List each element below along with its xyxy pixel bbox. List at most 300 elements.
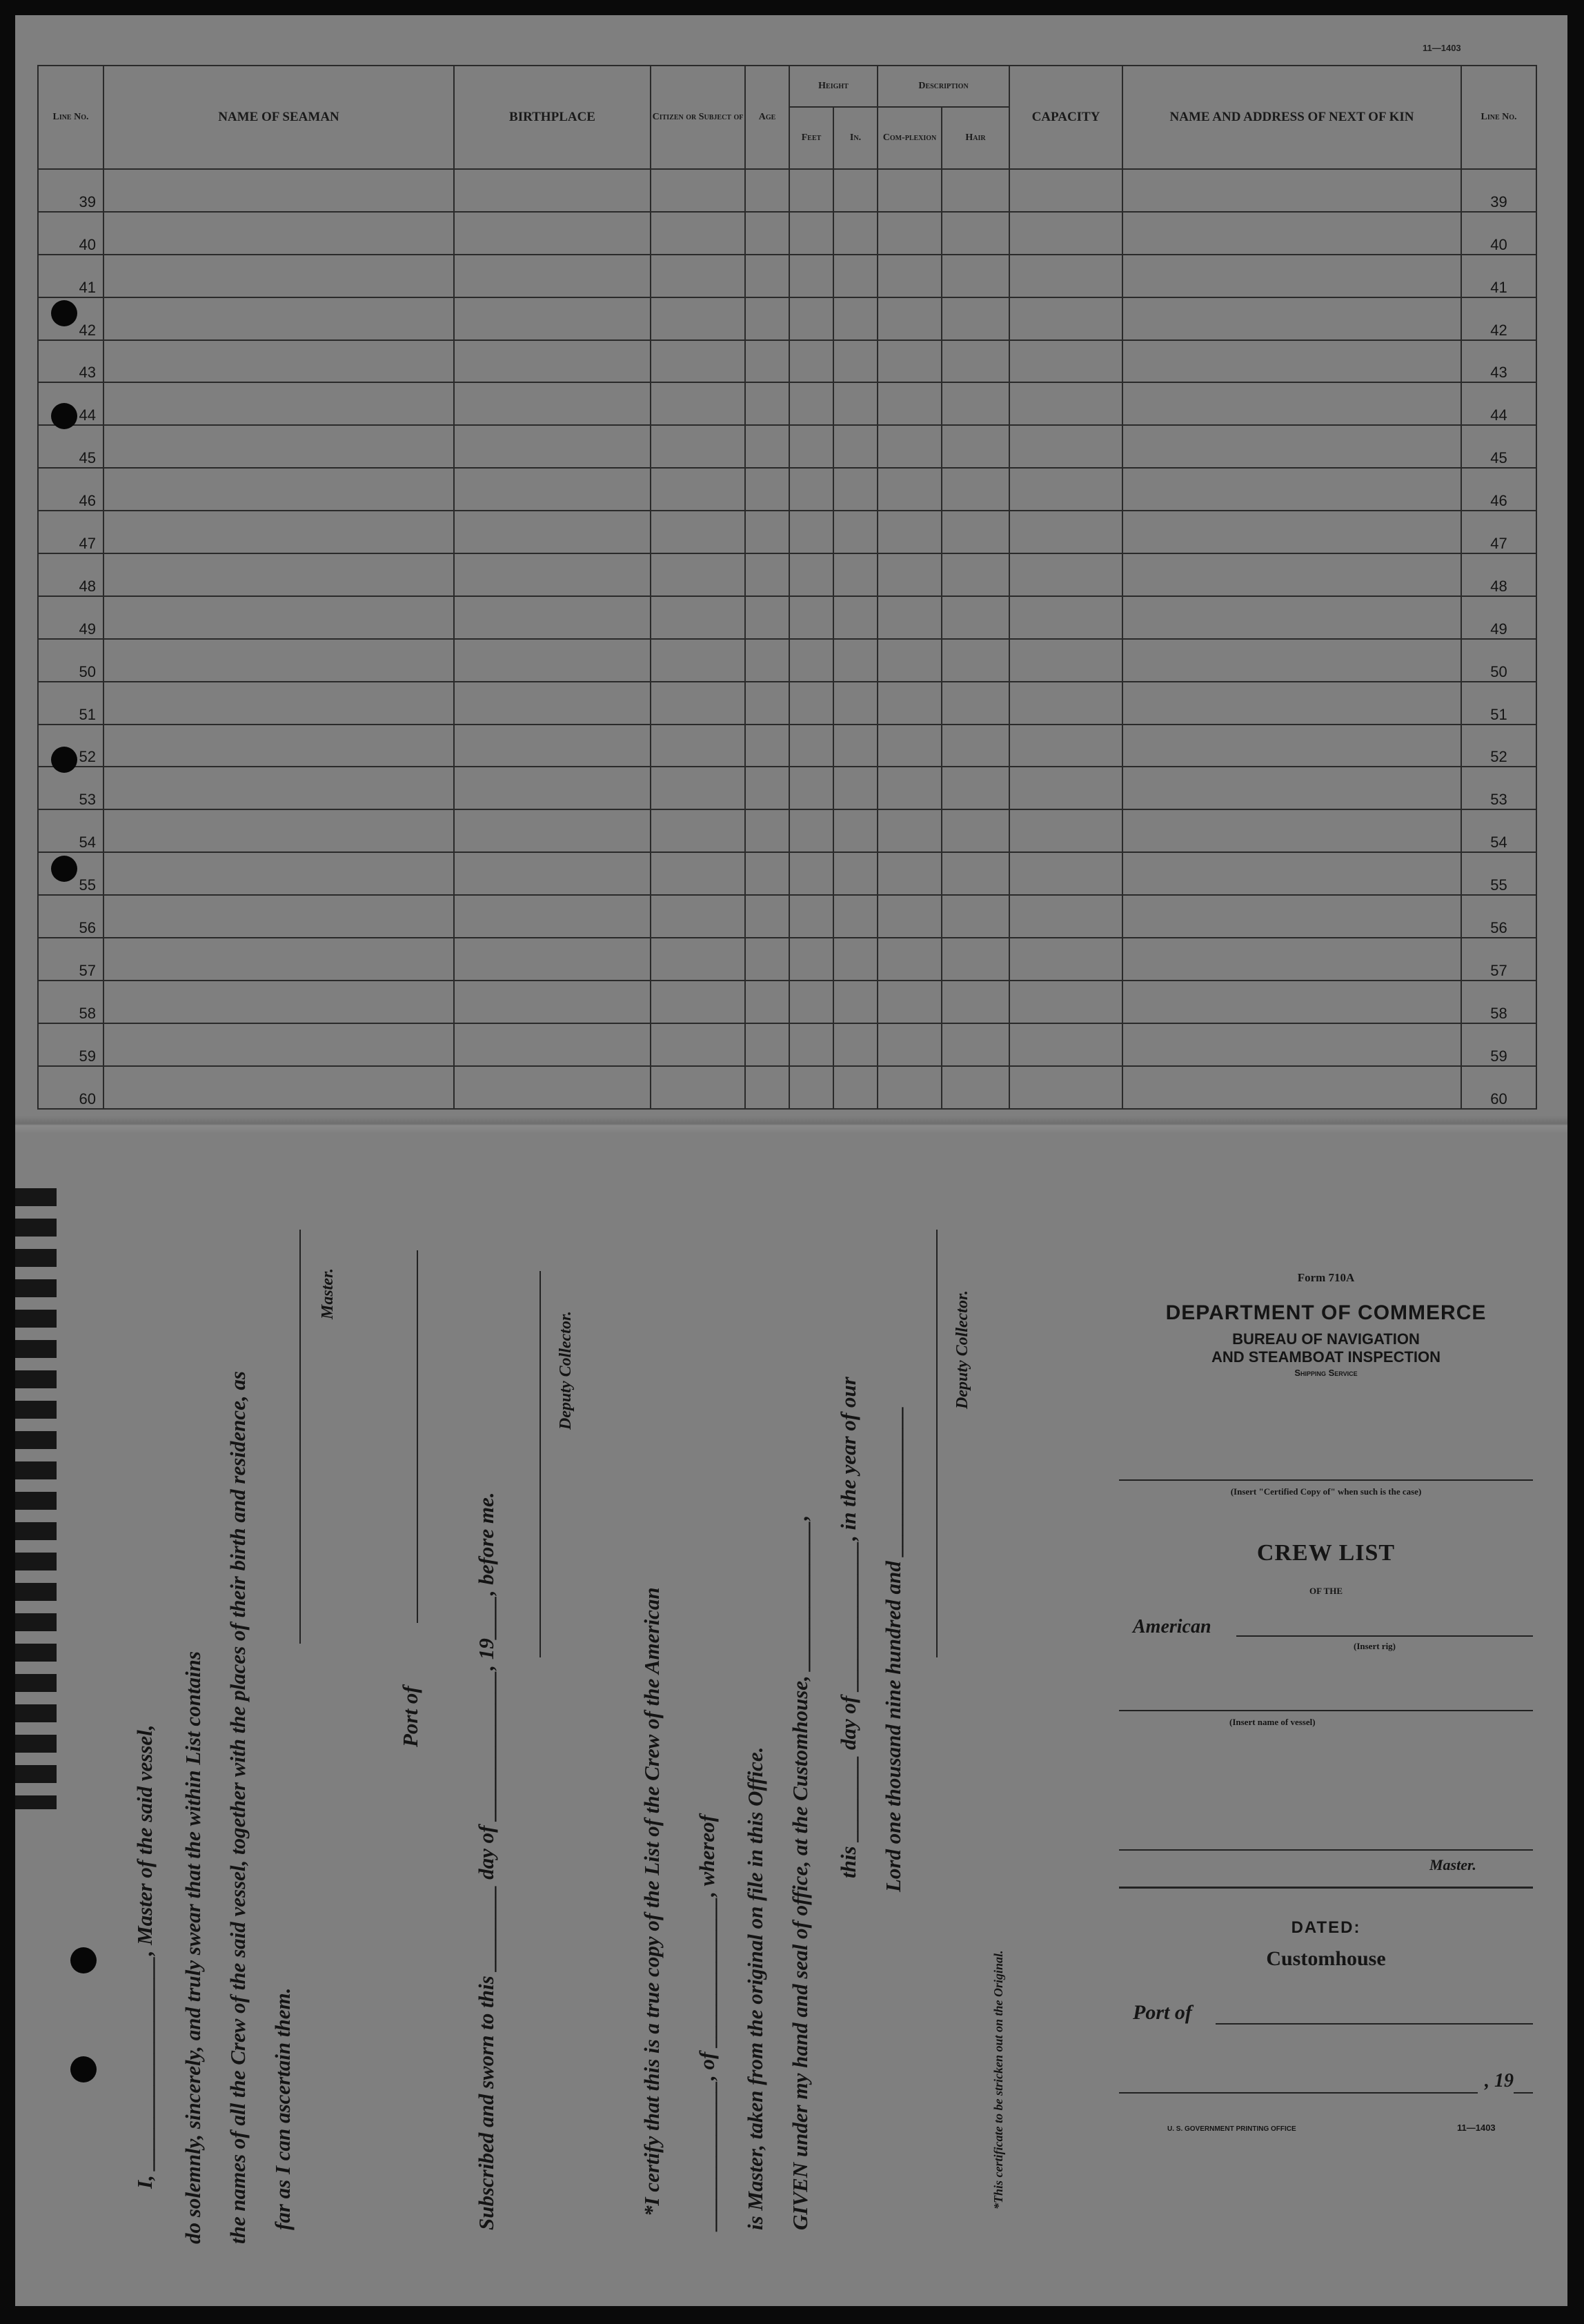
table-cell bbox=[1122, 212, 1461, 255]
table-cell bbox=[103, 382, 454, 425]
oath-port-of: Port of bbox=[398, 1686, 422, 1747]
table-row bbox=[38, 1066, 1536, 1109]
certify-footnote: *This certificate to be stricken out on the Original. bbox=[991, 1950, 1005, 2209]
table-cell bbox=[833, 639, 878, 682]
header-inches: In. bbox=[833, 107, 878, 169]
table-cell bbox=[103, 425, 454, 468]
table-cell bbox=[1009, 212, 1122, 255]
table-cell bbox=[1009, 981, 1122, 1023]
line-number-left: 59 bbox=[38, 1023, 103, 1066]
table-cell bbox=[878, 725, 942, 767]
table-cell bbox=[454, 725, 651, 767]
table-cell bbox=[878, 169, 942, 212]
table-cell bbox=[1122, 639, 1461, 682]
cover-title: CREW LIST bbox=[1256, 1540, 1396, 1566]
table-cell bbox=[454, 340, 651, 383]
oath-deputy-collector-1: Deputy Collector. bbox=[557, 1311, 575, 1430]
table-cell bbox=[942, 725, 1009, 767]
table-cell bbox=[1009, 767, 1122, 809]
line-number-right: 44 bbox=[1461, 382, 1536, 425]
fold-crease bbox=[15, 1116, 1567, 1134]
line-number-left: 56 bbox=[38, 895, 103, 938]
table-cell bbox=[651, 1066, 745, 1109]
table-cell bbox=[454, 938, 651, 981]
table-cell bbox=[1009, 425, 1122, 468]
table-row bbox=[38, 1023, 1536, 1066]
table-cell bbox=[1122, 255, 1461, 297]
table-cell bbox=[1009, 596, 1122, 639]
table-cell bbox=[833, 425, 878, 468]
table-cell bbox=[651, 212, 745, 255]
table-cell bbox=[745, 297, 789, 340]
certified-copy-line bbox=[1119, 1479, 1533, 1481]
table-cell bbox=[878, 682, 942, 725]
table-cell bbox=[651, 682, 745, 725]
table-cell bbox=[651, 169, 745, 212]
certify-of-whereof: ______________, of ______________, whereof bbox=[695, 1815, 719, 2230]
table-cell bbox=[1122, 425, 1461, 468]
table-cell bbox=[942, 1023, 1009, 1066]
table-cell bbox=[942, 340, 1009, 383]
table-cell bbox=[878, 895, 942, 938]
table-row bbox=[38, 340, 1536, 383]
table-row bbox=[38, 596, 1536, 639]
table-row bbox=[38, 425, 1536, 468]
table-cell bbox=[651, 340, 745, 383]
oath-master-label: Master. bbox=[319, 1268, 337, 1319]
table-cell bbox=[789, 938, 833, 981]
table-cell bbox=[1122, 169, 1461, 212]
table-row bbox=[38, 767, 1536, 809]
table-cell bbox=[833, 511, 878, 553]
table-cell bbox=[789, 1023, 833, 1066]
table-cell bbox=[878, 255, 942, 297]
table-cell bbox=[789, 639, 833, 682]
cover-form-number: Form 710A bbox=[1297, 1271, 1355, 1284]
header-next-of-kin: NAME AND ADDRESS OF NEXT OF KIN bbox=[1122, 66, 1461, 169]
oath-line-4: far as I can ascertain them. bbox=[270, 1987, 295, 2230]
table-cell bbox=[942, 596, 1009, 639]
line-number-right: 42 bbox=[1461, 297, 1536, 340]
table-cell bbox=[1122, 340, 1461, 383]
table-cell bbox=[745, 767, 789, 809]
table-cell bbox=[103, 553, 454, 596]
table-cell bbox=[1122, 895, 1461, 938]
header-line-no: Line No. bbox=[38, 66, 103, 169]
table-cell bbox=[454, 553, 651, 596]
line-number-left: 46 bbox=[38, 468, 103, 511]
table-row bbox=[38, 938, 1536, 981]
header-citizen: Citizen or Subject of bbox=[651, 66, 745, 169]
table-cell bbox=[745, 852, 789, 895]
cover-year-prefix: , 19 bbox=[1485, 2070, 1514, 2091]
table-cell bbox=[1009, 511, 1122, 553]
table-cell bbox=[454, 809, 651, 852]
line-number-right: 39 bbox=[1461, 169, 1536, 212]
punch-hole bbox=[51, 403, 77, 429]
table-cell bbox=[1122, 553, 1461, 596]
table-cell bbox=[103, 809, 454, 852]
table-cell bbox=[103, 1066, 454, 1109]
table-cell bbox=[651, 382, 745, 425]
certify-given: GIVEN under my hand and seal of office, at the Customhouse, ______________, bbox=[788, 1515, 812, 2230]
table-row bbox=[38, 639, 1536, 682]
table-cell bbox=[651, 255, 745, 297]
vessel-name-line bbox=[1119, 1710, 1533, 1711]
table-cell bbox=[1009, 382, 1122, 425]
table-row bbox=[38, 169, 1536, 212]
table-cell bbox=[789, 553, 833, 596]
table-cell bbox=[651, 895, 745, 938]
line-number-right: 58 bbox=[1461, 981, 1536, 1023]
table-cell bbox=[789, 340, 833, 383]
table-cell bbox=[833, 725, 878, 767]
table-cell bbox=[789, 468, 833, 511]
line-number-left: 53 bbox=[38, 767, 103, 809]
table-cell bbox=[1122, 852, 1461, 895]
cover-bureau bbox=[1112, 1330, 1540, 1366]
table-cell bbox=[1122, 809, 1461, 852]
line-number-left: 60 bbox=[38, 1066, 103, 1109]
table-cell bbox=[651, 938, 745, 981]
table-cell bbox=[942, 382, 1009, 425]
line-number-right: 59 bbox=[1461, 1023, 1536, 1066]
table-cell bbox=[745, 212, 789, 255]
table-cell bbox=[942, 212, 1009, 255]
table-cell bbox=[1009, 297, 1122, 340]
table-cell bbox=[878, 938, 942, 981]
table-cell bbox=[103, 725, 454, 767]
table-row bbox=[38, 382, 1536, 425]
table-cell bbox=[103, 340, 454, 383]
table-cell bbox=[103, 852, 454, 895]
table-cell bbox=[103, 297, 454, 340]
header-complexion: Com-plexion bbox=[878, 107, 942, 169]
oath-line-1: I, ____________________, Master of the said vessel, bbox=[132, 1724, 157, 2189]
line-number-left: 58 bbox=[38, 981, 103, 1023]
table-row bbox=[38, 297, 1536, 340]
table-cell bbox=[745, 682, 789, 725]
line-number-right: 54 bbox=[1461, 809, 1536, 852]
table-cell bbox=[1009, 340, 1122, 383]
header-age: Age bbox=[745, 66, 789, 169]
certify-this-day: this ________ day of ______________, in the year of our bbox=[836, 1377, 860, 1878]
table-cell bbox=[1009, 1023, 1122, 1066]
header-name-of-seaman: NAME OF SEAMAN bbox=[103, 66, 454, 169]
table-cell bbox=[833, 767, 878, 809]
table-row bbox=[38, 725, 1536, 767]
table-cell bbox=[1122, 382, 1461, 425]
table-cell bbox=[454, 255, 651, 297]
cover-dated: DATED: bbox=[1291, 1918, 1361, 1937]
table-cell bbox=[745, 425, 789, 468]
cover-printing-office: U. S. GOVERNMENT PRINTING OFFICE bbox=[1167, 2125, 1296, 2133]
table-row bbox=[38, 852, 1536, 895]
table-cell bbox=[942, 895, 1009, 938]
table-cell bbox=[1122, 682, 1461, 725]
line-number-left: 52 bbox=[38, 725, 103, 767]
table-cell bbox=[1122, 468, 1461, 511]
table-cell bbox=[878, 1066, 942, 1109]
table-cell bbox=[1122, 1023, 1461, 1066]
table-cell bbox=[651, 981, 745, 1023]
table-cell bbox=[1009, 169, 1122, 212]
line-number-right: 49 bbox=[1461, 596, 1536, 639]
deputy-signature-line-2 bbox=[936, 1230, 938, 1657]
line-number-right: 56 bbox=[1461, 895, 1536, 938]
oath-line-3: the names of all the Crew of the said vessel, together with the places of their birth and residence, as bbox=[226, 1371, 250, 2244]
table-cell bbox=[942, 255, 1009, 297]
table-cell bbox=[103, 767, 454, 809]
certify-deputy-collector-2: Deputy Collector. bbox=[953, 1290, 971, 1409]
table-cell bbox=[745, 169, 789, 212]
table-cell bbox=[789, 596, 833, 639]
table-cell bbox=[833, 809, 878, 852]
line-number-right: 40 bbox=[1461, 212, 1536, 255]
line-number-left: 45 bbox=[38, 425, 103, 468]
form-number-top: 11—1403 bbox=[1423, 43, 1461, 53]
table-cell bbox=[942, 553, 1009, 596]
table-cell bbox=[1122, 297, 1461, 340]
line-number-right: 57 bbox=[1461, 938, 1536, 981]
table-cell bbox=[833, 938, 878, 981]
line-number-left: 50 bbox=[38, 639, 103, 682]
table-cell bbox=[878, 425, 942, 468]
torn-edge bbox=[15, 1188, 57, 1809]
table-cell bbox=[651, 553, 745, 596]
table-cell bbox=[651, 468, 745, 511]
header-feet: Feet bbox=[789, 107, 833, 169]
certify-line: *I certify that this is a true copy of the List of the Crew of the American bbox=[640, 1587, 664, 2216]
table-cell bbox=[833, 468, 878, 511]
table-cell bbox=[1009, 682, 1122, 725]
table-cell bbox=[789, 767, 833, 809]
line-number-left: 44 bbox=[38, 382, 103, 425]
table-cell bbox=[942, 809, 1009, 852]
master-signature-line bbox=[299, 1230, 301, 1644]
table-cell bbox=[651, 725, 745, 767]
table-cell bbox=[789, 382, 833, 425]
line-number-left: 43 bbox=[38, 340, 103, 383]
line-number-left: 48 bbox=[38, 553, 103, 596]
table-cell bbox=[833, 297, 878, 340]
table-cell bbox=[745, 938, 789, 981]
table-cell bbox=[789, 425, 833, 468]
table-cell bbox=[745, 596, 789, 639]
line-number-right: 41 bbox=[1461, 255, 1536, 297]
table-cell bbox=[745, 340, 789, 383]
table-cell bbox=[651, 511, 745, 553]
header-description: Description bbox=[878, 66, 1009, 107]
line-number-left: 47 bbox=[38, 511, 103, 553]
cover-master-label: Master. bbox=[1429, 1856, 1476, 1873]
table-cell bbox=[454, 1023, 651, 1066]
rig-line bbox=[1236, 1635, 1533, 1637]
cover-bureau-line-2: AND STEAMBOAT INSPECTION bbox=[1211, 1348, 1441, 1366]
line-number-left: 57 bbox=[38, 938, 103, 981]
header-hair: Hair bbox=[942, 107, 1009, 169]
table-cell bbox=[103, 639, 454, 682]
punch-hole bbox=[70, 1947, 97, 1973]
table-cell bbox=[745, 725, 789, 767]
table-cell bbox=[454, 468, 651, 511]
table-cell bbox=[103, 596, 454, 639]
table-cell bbox=[103, 682, 454, 725]
table-cell bbox=[454, 639, 651, 682]
table-cell bbox=[651, 1023, 745, 1066]
table-cell bbox=[454, 852, 651, 895]
certified-copy-caption: (Insert "Certified Copy of" when such is the case) bbox=[1230, 1486, 1422, 1497]
table-cell bbox=[942, 511, 1009, 553]
table-cell bbox=[878, 382, 942, 425]
line-number-right: 52 bbox=[1461, 725, 1536, 767]
table-cell bbox=[942, 169, 1009, 212]
punch-hole bbox=[51, 300, 77, 326]
table-cell bbox=[942, 297, 1009, 340]
table-cell bbox=[878, 767, 942, 809]
deputy-signature-line-1 bbox=[539, 1271, 541, 1657]
table-row bbox=[38, 212, 1536, 255]
line-number-left: 54 bbox=[38, 809, 103, 852]
table-cell bbox=[103, 511, 454, 553]
table-cell bbox=[878, 981, 942, 1023]
table-row bbox=[38, 468, 1536, 511]
table-cell bbox=[789, 169, 833, 212]
table-cell bbox=[878, 340, 942, 383]
table-cell bbox=[745, 553, 789, 596]
table-cell bbox=[1122, 596, 1461, 639]
crew-table bbox=[37, 65, 1537, 1110]
table-cell bbox=[454, 1066, 651, 1109]
table-cell bbox=[833, 382, 878, 425]
table-cell bbox=[789, 212, 833, 255]
table-row bbox=[38, 895, 1536, 938]
table-cell bbox=[651, 596, 745, 639]
table-cell bbox=[1122, 938, 1461, 981]
punch-hole bbox=[70, 2056, 97, 2082]
table-cell bbox=[454, 297, 651, 340]
cover-port-of: Port of bbox=[1133, 2001, 1192, 2024]
table-cell bbox=[103, 938, 454, 981]
cover-bureau-line-1: BUREAU OF NAVIGATION bbox=[1232, 1330, 1420, 1348]
table-cell bbox=[1009, 725, 1122, 767]
header-birthplace: BIRTHPLACE bbox=[454, 66, 651, 169]
table-row bbox=[38, 511, 1536, 553]
table-cell bbox=[745, 1023, 789, 1066]
table-cell bbox=[878, 212, 942, 255]
insert-vessel-caption: (Insert name of vessel) bbox=[1229, 1717, 1316, 1727]
table-cell bbox=[1009, 468, 1122, 511]
table-cell bbox=[745, 809, 789, 852]
table-cell bbox=[833, 1066, 878, 1109]
line-number-left: 51 bbox=[38, 682, 103, 725]
table-cell bbox=[454, 212, 651, 255]
table-row bbox=[38, 809, 1536, 852]
table-row bbox=[38, 255, 1536, 297]
cover-rule bbox=[1119, 1887, 1533, 1889]
table-cell bbox=[942, 767, 1009, 809]
table-cell bbox=[454, 895, 651, 938]
line-number-right: 51 bbox=[1461, 682, 1536, 725]
table-cell bbox=[942, 425, 1009, 468]
table-cell bbox=[103, 895, 454, 938]
table-cell bbox=[833, 553, 878, 596]
table-cell bbox=[833, 340, 878, 383]
table-cell bbox=[651, 767, 745, 809]
table-cell bbox=[454, 511, 651, 553]
table-cell bbox=[789, 852, 833, 895]
table-cell bbox=[454, 767, 651, 809]
table-cell bbox=[1009, 938, 1122, 981]
table-cell bbox=[745, 895, 789, 938]
table-row bbox=[38, 981, 1536, 1023]
line-number-right: 55 bbox=[1461, 852, 1536, 895]
document-sheet bbox=[15, 15, 1567, 2306]
line-number-left: 41 bbox=[38, 255, 103, 297]
line-number-right: 48 bbox=[1461, 553, 1536, 596]
table-cell bbox=[1122, 1066, 1461, 1109]
table-cell bbox=[745, 511, 789, 553]
year-line bbox=[1514, 2092, 1533, 2094]
certify-is-master: is Master, taken from the original on file in this Office. bbox=[743, 1746, 767, 2230]
master-name-line bbox=[1119, 1849, 1533, 1851]
table-cell bbox=[1009, 895, 1122, 938]
table-cell bbox=[745, 255, 789, 297]
punch-hole bbox=[51, 747, 77, 773]
line-number-right: 45 bbox=[1461, 425, 1536, 468]
table-cell bbox=[1122, 981, 1461, 1023]
table-cell bbox=[745, 639, 789, 682]
cover-form-number-bottom: 11—1403 bbox=[1457, 2123, 1496, 2133]
table-cell bbox=[454, 425, 651, 468]
table-cell bbox=[745, 382, 789, 425]
certify-lord: Lord one thousand nine hundred and ______________ bbox=[881, 1406, 905, 1892]
table-cell bbox=[878, 639, 942, 682]
table-cell bbox=[651, 852, 745, 895]
port-signature-line bbox=[417, 1250, 418, 1623]
table-cell bbox=[1122, 767, 1461, 809]
table-cell bbox=[789, 682, 833, 725]
punch-hole bbox=[51, 856, 77, 882]
table-cell bbox=[454, 382, 651, 425]
cover-american: American bbox=[1133, 1616, 1211, 1637]
table-cell bbox=[789, 511, 833, 553]
table-cell bbox=[103, 169, 454, 212]
table-cell bbox=[454, 981, 651, 1023]
header-capacity: CAPACITY bbox=[1009, 66, 1122, 169]
table-cell bbox=[789, 895, 833, 938]
cover-of-the: OF THE bbox=[1309, 1586, 1343, 1596]
table-cell bbox=[103, 1023, 454, 1066]
table-cell bbox=[942, 981, 1009, 1023]
table-cell bbox=[942, 468, 1009, 511]
table-cell bbox=[1009, 809, 1122, 852]
table-cell bbox=[789, 1066, 833, 1109]
table-cell bbox=[651, 297, 745, 340]
line-number-right: 46 bbox=[1461, 468, 1536, 511]
table-cell bbox=[878, 596, 942, 639]
header-line-no-right: Line No. bbox=[1461, 66, 1536, 169]
table-cell bbox=[454, 596, 651, 639]
cover-customhouse: Customhouse bbox=[1266, 1947, 1386, 1970]
line-number-left: 55 bbox=[38, 852, 103, 895]
table-cell bbox=[103, 981, 454, 1023]
table-cell bbox=[833, 212, 878, 255]
table-cell bbox=[651, 425, 745, 468]
header-height: Height bbox=[789, 66, 878, 107]
line-number-left: 39 bbox=[38, 169, 103, 212]
table-row bbox=[38, 553, 1536, 596]
